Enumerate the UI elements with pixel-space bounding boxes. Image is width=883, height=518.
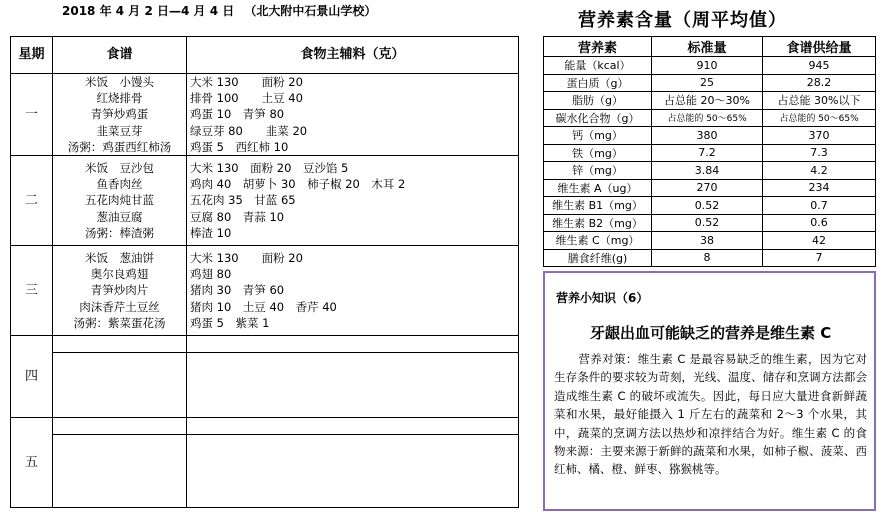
dish-item: 五花肉炖甘蓝: [85, 193, 154, 208]
dish-item: 汤粥：棒渣粥: [85, 225, 154, 240]
nutrition-row: [544, 144, 876, 162]
dish-item: 葱油豆腐: [96, 209, 143, 224]
menu-header-ingredients: 食物主辅料（克）: [187, 37, 519, 74]
menu-ingredients: [187, 246, 519, 336]
ingredient-item: 鸡蛋 5 紫菜 1: [190, 315, 270, 330]
nutrient-name: 维生素 C（mg）: [544, 232, 652, 250]
nutrient-standard: 3.84: [652, 162, 763, 180]
menu-row: [11, 418, 519, 508]
nutrient-standard: 380: [652, 127, 763, 145]
menu-ingredients: [187, 418, 519, 508]
menu-dishes: [53, 336, 187, 418]
menu-blank-line: [53, 418, 186, 435]
nutrition-table: [543, 36, 876, 267]
nutrient-name: 蛋白质（g）: [544, 74, 652, 92]
nutrient-supplied: 占总能 30%以下: [763, 92, 876, 110]
ingredient-item: 鸡肉 40 胡萝卜 30 柿子椒 20 木耳 2: [190, 177, 406, 192]
ingredient-item: 鸡蛋 5 西红柿 10: [190, 139, 289, 154]
menu-row: [11, 246, 519, 336]
nutrient-standard: 0.52: [652, 214, 763, 232]
menu-dishes: [53, 246, 187, 336]
nutrient-supplied: 370: [763, 127, 876, 145]
nutrient-name: 维生素 B1（mg）: [544, 197, 652, 215]
ingredient-item: 猪肉 30 青笋 60: [190, 283, 285, 298]
dish-item: 肉沫香芹土豆丝: [79, 299, 160, 314]
ingredient-item: 猪肉 10 土豆 40 香芹 40: [190, 299, 337, 314]
tip-body: [554, 350, 867, 479]
menu-day: 四: [11, 336, 53, 418]
nutrient-supplied: 4.2: [763, 162, 876, 180]
ingredient-item: 五花肉 35 甘蓝 65: [190, 193, 296, 208]
dish-item: 韭菜豆芽: [96, 123, 143, 138]
dish-item: 米饭 豆沙包: [85, 161, 154, 176]
dish-item: 汤粥：紫菜蛋花汤: [73, 315, 166, 330]
nutrient-supplied: 0.7: [763, 197, 876, 215]
nutrient-supplied: 7.3: [763, 144, 876, 162]
menu-blank-line: [53, 336, 186, 353]
nutrition-header-standard: 标准量: [652, 37, 763, 57]
nutrition-header-name: 营养素: [544, 37, 652, 57]
nutrient-standard: 8: [652, 249, 763, 267]
nutrition-row: [544, 109, 876, 127]
menu-ingredients: [187, 336, 519, 418]
nutrition-title: 营养素含量（周平均值）: [578, 10, 787, 31]
ingredient-item: 大米 130 面粉 20: [190, 75, 303, 90]
menu-row: [11, 336, 519, 418]
nutrition-row: [544, 57, 876, 75]
ingredient-item: 豆腐 80 青蒜 10: [190, 209, 285, 224]
menu-table: [10, 36, 519, 508]
nutrition-row: [544, 232, 876, 250]
menu-ingredients: [187, 156, 519, 246]
dish-item: 鱼香肉丝: [96, 177, 143, 192]
nutrient-standard: 7.2: [652, 144, 763, 162]
nutrition-row: [544, 214, 876, 232]
ingredient-item: 大米 130 面粉 20 豆沙馅 5: [190, 161, 349, 176]
nutrient-standard: 占总能 20～30%: [652, 92, 763, 110]
nutrient-supplied: 42: [763, 232, 876, 250]
tip-label: 营养小知识（6）: [556, 291, 649, 305]
dish-item: 米饭 葱油饼: [85, 251, 154, 266]
ingredient-item: 绿豆芽 80 韭菜 20: [190, 123, 308, 138]
nutrient-supplied: 945: [763, 57, 876, 75]
menu-day: 一: [11, 74, 53, 156]
nutrient-supplied: 7: [763, 249, 876, 267]
nutrient-standard: 270: [652, 179, 763, 197]
nutrient-name: 维生素 B2（mg）: [544, 214, 652, 232]
menu-dishes: [53, 418, 187, 508]
nutrient-name: 铁（mg）: [544, 144, 652, 162]
dish-item: 汤粥：鸡蛋西红柿汤: [67, 139, 172, 154]
header-date: [62, 2, 382, 19]
menu-row: [11, 74, 519, 156]
dish-item: 青笋炒肉片: [90, 283, 149, 298]
nutrient-standard: 0.52: [652, 197, 763, 215]
menu-header-day: 星期: [11, 37, 53, 74]
nutrient-name: 碳水化合物（g）: [544, 109, 652, 127]
ingredient-item: 鸡翅 80: [190, 267, 232, 282]
nutrient-supplied: 234: [763, 179, 876, 197]
nutrient-name: 脂肪（g）: [544, 92, 652, 110]
school-name: （北大附中石景山学校）: [244, 4, 377, 18]
menu-ingredients: [187, 74, 519, 156]
nutrient-standard: 910: [652, 57, 763, 75]
ingredient-item: 大米 130 面粉 20: [190, 251, 303, 266]
menu-dishes: [53, 74, 187, 156]
nutrient-supplied: 占总能的 50～65%: [763, 109, 876, 127]
nutrient-name: 能量（kcal）: [544, 57, 652, 75]
dish-item: 奥尔良鸡翅: [90, 267, 149, 282]
menu-blank-line: [187, 418, 518, 435]
nutrition-row: [544, 249, 876, 267]
dish-item: 米饭 小馒头: [85, 75, 154, 90]
menu-day: 二: [11, 156, 53, 246]
nutrient-name: 锌（mg）: [544, 162, 652, 180]
nutrient-standard: 25: [652, 74, 763, 92]
nutrient-name: 膳食纤维(g): [544, 249, 652, 267]
nutrition-row: [544, 127, 876, 145]
nutrition-header-supplied: 食谱供给量: [763, 37, 876, 57]
nutrient-name: 钙（mg）: [544, 127, 652, 145]
menu-row: [11, 156, 519, 246]
dish-item: 青笋炒鸡蛋: [90, 107, 149, 122]
nutrient-supplied: 0.6: [763, 214, 876, 232]
nutrition-row: [544, 179, 876, 197]
date-range: 2018 年 4 月 2 日—4 月 4 日: [62, 4, 235, 18]
tip-heading: 牙龈出血可能缺乏的营养是维生素 C: [590, 324, 832, 342]
nutrient-standard: 38: [652, 232, 763, 250]
menu-header-dish: 食谱: [53, 37, 187, 74]
nutrition-row: [544, 92, 876, 110]
nutrient-standard: 占总能的 50～65%: [652, 109, 763, 127]
nutrition-row: [544, 197, 876, 215]
menu-day: 五: [11, 418, 53, 508]
menu-blank-line: [187, 336, 518, 353]
nutrition-row: [544, 74, 876, 92]
menu-dishes: [53, 156, 187, 246]
tip-body-text: 营养对策：维生素 C 是最容易缺乏的维生素，因为它对生存条件的要求较为苛刻，光线、温度、储存和烹调方法都会造成维生素 C 的破坏或流失。因此，每日应大量进食新鲜蔬菜和水果，最好能摄入 1 斤左右的蔬菜和 2～3 个水果，其中，蔬菜的烹调方法以热炒和凉拌结合为好。维生素 C 的食物来源：主要来源于新鲜的蔬菜和水果，如柿子椒、菠菜、西红柿、橘、橙、鲜枣、猕猴桃等。: [554, 352, 867, 477]
ingredient-item: 棒渣 10: [190, 225, 232, 240]
dish-item: 红烧排骨: [96, 91, 143, 106]
ingredient-item: 排骨 100 土豆 40: [190, 91, 303, 106]
nutrient-name: 维生素 A（ug）: [544, 179, 652, 197]
menu-day: 三: [11, 246, 53, 336]
ingredient-item: 鸡蛋 10 青笋 80: [190, 107, 285, 122]
nutrient-supplied: 28.2: [763, 74, 876, 92]
nutrition-row: [544, 162, 876, 180]
